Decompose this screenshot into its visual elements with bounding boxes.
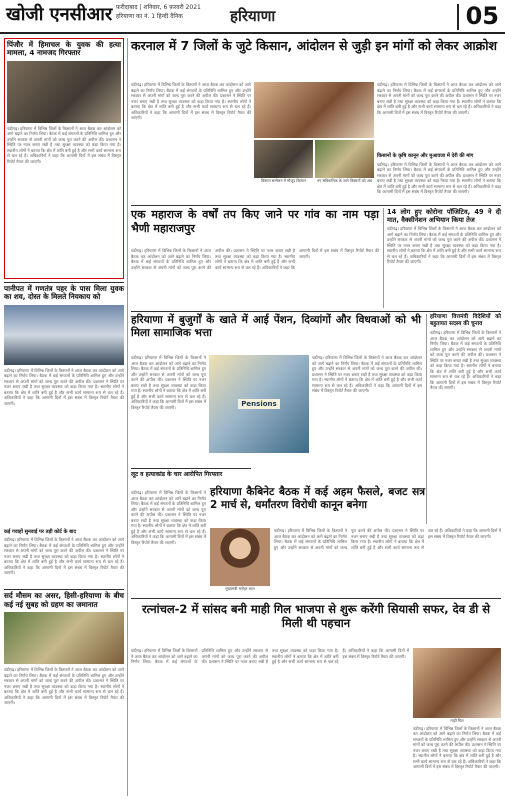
story-court-headline: कई गवाहों सुनवाई पर तड़ी कोर्ट के बाद [4,528,77,535]
lead-headline: करनाल में 7 जिलों के जुटे किसान, आंदोलन से जुड़ी इन मांगों को लेकर आक्रोश [131,38,497,53]
lead-body-text-1: चंडीगढ़। हरियाणा में विभिन्न जिलों के किसानों ने आज बैठक कर आंदोलन को आगे बढ़ाने का निर्णय लिया। बैठक में कई संगठनों के प्रतिनिधि शामिल हुए और उन्होंने सरकार से अपनी मांगों को जल्द पूरा करने की अपील की। प्रशासन ने स्थिति पर नजर बनाए रखी है तथा सुरक्षा व्यवस्था को कड़ा किया गया है। स्थानीय लोगों ने बताया कि क्षेत्र में शांति बनी हुई है और सभी कार्य सामान्य रूप से चल रहे हैं। अधिकारियों ने कहा कि आगामी दिनों में इस संबंध में विस्तृत रिपोर्ट तैयार की जाएगी। [131,82,253,120]
pension-side-headline: हरियाणा वित्तमंत्री विदेशियों को बहुतायत सदस्य की चुनाव [430,314,501,327]
rule-cabinet [131,598,501,599]
column-divider [127,38,128,796]
lead-story-header [131,38,501,82]
lead-body-text-4: चंडीगढ़। हरियाणा में विभिन्न जिलों के किसानों ने आज बैठक कर आंदोलन को आगे बढ़ाने का निर्णय लिया। बैठक में कई संगठनों के प्रतिनिधि शामिल हुए और उन्होंने सरकार से अपनी मांगों को जल्द पूरा करने की अपील की। प्रशासन ने स्थिति पर नजर बनाए रखी है तथा सुरक्षा व्यवस्था को कड़ा किया गया है। स्थानीय लोगों ने बताया कि क्षेत्र में शांति बनी हुई है और सभी कार्य सामान्य रूप से चल रहे हैं। अधिकारियों ने कहा कि आगामी दिनों में इस संबंध में विस्तृत रिपोर्ट तैयार की जाएगी। [377,161,503,195]
pension-photo-wrap [209,355,309,465]
story-pinjore-headline: पिंजौर में हिमाचल के युवक की हत्या मामला, 4 नामजद गिरफ्तार [7,40,121,58]
story-panipat-headline: पानीपत में गणतंत्र पहर के पास मिला युवक का शव, दोस्त के मिलते नियकाय को [4,283,124,302]
maharaj-body-text: चंडीगढ़। हरियाणा में विभिन्न जिलों के किसानों ने आज बैठक कर आंदोलन को आगे बढ़ाने का निर्णय लिया। बैठक में कई संगठनों के प्रतिनिधि शामिल हुए और उन्होंने सरकार से अपनी मांगों को जल्द पूरा करने की अपील की। प्रशासन ने स्थिति पर नजर बनाए रखी है तथा सुरक्षा व्यवस्था को कड़ा किया गया है। स्थानीय लोगों ने बताया कि क्षेत्र में शांति बनी हुई है और सभी कार्य सामान्य रूप से चल रहे हैं। अधिकारियों ने कहा कि आगामी दिनों में इस संबंध में विस्तृत रिपोर्ट तैयार की जाएगी। [131,248,381,270]
story-pinjore-body: चंडीगढ़। हरियाणा में विभिन्न जिलों के किसानों ने आज बैठक कर आंदोलन को आगे बढ़ाने का निर्णय लिया। बैठक में कई संगठनों के प्रतिनिधि शामिल हुए और उन्होंने सरकार से अपनी मांगों को जल्द पूरा करने की अपील की। प्रशासन ने स्थिति पर नजर बनाए रखी है तथा सुरक्षा व्यवस्था को कड़ा किया गया है। स्थानीय लोगों ने बताया कि क्षेत्र में शांति बनी हुई है और सभी कार्य सामान्य रूप से चल रहे हैं। अधिकारियों ने कहा कि आगामी दिनों में इस संबंध में विस्तृत रिपोर्ट तैयार की जाएगी। [7,125,123,164]
story-pinjore-photo [7,61,121,123]
ratanchal-body-text: चंडीगढ़। हरियाणा में विभिन्न जिलों के किसानों ने आज बैठक कर आंदोलन को आगे बढ़ाने का निर्णय लिया। बैठक में कई संगठनों के प्रतिनिधि शामिल हुए और उन्होंने सरकार से अपनी मांगों को जल्द पूरा करने की अपील की। प्रशासन ने स्थिति पर नजर बनाए रखी है तथा सुरक्षा व्यवस्था को कड़ा किया गया है। स्थानीय लोगों ने बताया कि क्षेत्र में शांति बनी हुई है और सभी कार्य सामान्य रूप से चल रहे हैं। अधिकारियों ने कहा कि आगामी दिनों में इस संबंध में विस्तृत रिपोर्ट तैयार की जाएगी। [131,648,411,664]
lead-body-col3 [377,82,501,202]
ratanchal-headline: रत्नांचल-2 में सांसद बनी माही गिल भाजपा से शुरू करेंगी सियासी सफर, देव डी से मिली थी पहचान [141,602,491,630]
cabinet-header [210,486,425,526]
pension-body-text-3: चंडीगढ़। हरियाणा में विभिन्न जिलों के किसानों ने आज बैठक कर आंदोलन को आगे बढ़ाने का निर्णय लिया। बैठक में कई संगठनों के प्रतिनिधि शामिल हुए और उन्होंने सरकार से अपनी मांगों को जल्द पूरा करने की अपील की। प्रशासन ने स्थिति पर नजर बनाए रखी है तथा सुरक्षा व्यवस्था को कड़ा किया गया है। स्थानीय लोगों ने बताया कि क्षेत्र में शांति बनी हुई है और सभी कार्य सामान्य रूप से चल रहे हैं। अधिकारियों ने कहा कि आगामी दिनों में इस संबंध में विस्तृत रिपोर्ट तैयार की जाएगी। [312,355,424,393]
ratanchal-photo-caption: माही गिल [450,718,464,723]
maharaj-header [131,208,379,246]
pension-body-col1 [131,355,206,465]
cabinet-headline: हरियाणा कैबिनेट बैठक में कई अहम फैसले, बजट सत्र 2 मार्च से, धर्मांतरण विरोधी कानून बनेगा [210,486,425,511]
left-column [4,38,124,796]
lead-photo1-caption: किसान सम्मेलन में मौजूद किसान [261,178,306,183]
story-weather-headline: सर्द मौसम का असर, हिसी-हरियाणा के बीच कई नई सुबह को ग्रहण का जमानात [4,591,124,609]
lead-photo2-caption: नए संविधानिक के जागे किसानों को अब [317,178,372,183]
cabinet-body-text: चंडीगढ़। हरियाणा में विभिन्न जिलों के किसानों ने आज बैठक कर आंदोलन को आगे बढ़ाने का निर्णय लिया। बैठक में कई संगठनों के प्रतिनिधि शामिल हुए और उन्होंने सरकार से अपनी मांगों को जल्द पूरा करने की अपील की। प्रशासन ने स्थिति पर नजर बनाए रखी है तथा सुरक्षा व्यवस्था को कड़ा किया गया है। स्थानीय लोगों ने बताया कि क्षेत्र में शांति बनी हुई है और सभी कार्य सामान्य रूप से चल रहे हैं। अधिकारियों ने कहा कि आगामी दिनों में इस संबंध में विस्तृत रिपोर्ट तैयार की जाएगी। [274,528,503,550]
pension-headline: हरियाणा में बुजुर्गों के खाते में आई पेंशन, दिव्यांगों और विधवाओं को भी मिला सामाजिक भत्ता [131,314,421,339]
section-title: हरियाणा [230,7,276,25]
story-weather [4,589,124,777]
pension-body-col3 [312,355,422,465]
masthead [0,0,505,34]
pension-side-body: चंडीगढ़। हरियाणा में विभिन्न जिलों के किसानों ने आज बैठक कर आंदोलन को आगे बढ़ाने का निर्णय लिया। बैठक में कई संगठनों के प्रतिनिधि शामिल हुए और उन्होंने सरकार से अपनी मांगों को जल्द पूरा करने की अपील की। प्रशासन ने स्थिति पर नजर बनाए रखी है तथा सुरक्षा व्यवस्था को कड़ा किया गया है। स्थानीय लोगों ने बताया कि क्षेत्र में शांति बनी हुई है और सभी कार्य सामान्य रूप से चल रहे हैं। अधिकारियों ने कहा कि आगामी दिनों में इस संबंध में विस्तृत रिपोर्ट तैयार की जाएगी। [430,330,503,390]
loot-headline: लूट व हत्याकांड के चार आरोपित गिरफ्तार [131,471,223,478]
story-pinjore [4,38,124,279]
cabinet-photo [210,528,270,586]
rule-lead [131,205,501,206]
loot-story [131,468,251,488]
page-number: 05 [465,2,499,30]
story-panipat [4,282,124,528]
pension-side-story [426,314,501,524]
rule-maharaj [131,311,501,312]
story-weather-photo [4,612,124,664]
pension-photo [209,355,309,453]
lead-body-text-3: चंडीगढ़। हरियाणा में विभिन्न जिलों के किसानों ने आज बैठक कर आंदोलन को आगे बढ़ाने का निर्णय लिया। बैठक में कई संगठनों के प्रतिनिधि शामिल हुए और उन्होंने सरकार से अपनी मांगों को जल्द पूरा करने की अपील की। प्रशासन ने स्थिति पर नजर बनाए रखी है तथा सुरक्षा व्यवस्था को कड़ा किया गया है। स्थानीय लोगों ने बताया कि क्षेत्र में शांति बनी हुई है और सभी कार्य सामान्य रूप से चल रहे हैं। अधिकारियों ने कहा कि आगामी दिनों में इस संबंध में विस्तृत रिपोर्ट तैयार की जाएगी। [377,82,503,115]
cabinet-photo-caption: मुख्यमंत्री मनोहर लाल [225,586,255,591]
story-weather-body: चंडीगढ़। हरियाणा में विभिन्न जिलों के किसानों ने आज बैठक कर आंदोलन को आगे बढ़ाने का निर्णय लिया। बैठक में कई संगठनों के प्रतिनिधि शामिल हुए और उन्होंने सरकार से अपनी मांगों को जल्द पूरा करने की अपील की। प्रशासन ने स्थिति पर नजर बनाए रखी है तथा सुरक्षा व्यवस्था को कड़ा किया गया है। स्थानीय लोगों ने बताया कि क्षेत्र में शांति बनी हुई है और सभी कार्य सामान्य रूप से चल रहे हैं। अधिकारियों ने कहा कि आगामी दिनों में इस संबंध में विस्तृत रिपोर्ट तैयार की जाएगी। [4,667,126,706]
ratanchal-body [131,648,409,796]
masthead-meta [116,3,226,21]
maharaj-headline: एक महाराज के वर्षों तप किए जाने पर गांव का नाम पड़ा भैणी महाराजपुर [131,208,379,235]
loot-body-text: चंडीगढ़। हरियाणा में विभिन्न जिलों के किसानों ने आज बैठक कर आंदोलन को आगे बढ़ाने का निर्णय लिया। बैठक में कई संगठनों के प्रतिनिधि शामिल हुए और उन्होंने सरकार से अपनी मांगों को जल्द पूरा करने की अपील की। प्रशासन ने स्थिति पर नजर बनाए रखी है तथा सुरक्षा व्यवस्था को कड़ा किया गया है। स्थानीय लोगों ने बताया कि क्षेत्र में शांति बनी हुई है और सभी कार्य सामान्य रूप से चल रहे हैं। अधिकारियों ने कहा कि आगामी दिनों में इस संबंध में विस्तृत रिपोर्ट तैयार की जाएगी। [131,490,208,545]
cabinet-body [274,528,501,595]
lead-sub-label: किसानों के कृषि कानून और मुआवजा में देरी की मांग [377,153,474,159]
masthead-tagline: हरियाणा का नं. 1 हिन्दी दैनिक [116,13,183,20]
covid-story [383,208,501,308]
cabinet-loot-body [131,490,206,595]
story-panipat-photo [4,305,124,365]
ratanchal-side-body: चंडीगढ़। हरियाणा में विभिन्न जिलों के किसानों ने आज बैठक कर आंदोलन को आगे बढ़ाने का निर्णय लिया। बैठक में कई संगठनों के प्रतिनिधि शामिल हुए और उन्होंने सरकार से अपनी मांगों को जल्द पूरा करने की अपील की। प्रशासन ने स्थिति पर नजर बनाए रखी है तथा सुरक्षा व्यवस्था को कड़ा किया गया है। स्थानीय लोगों ने बताया कि क्षेत्र में शांति बनी हुई है और सभी कार्य सामान्य रूप से चल रहे हैं। अधिकारियों ने कहा कि आगामी दिनों में इस संबंध में विस्तृत रिपोर्ट तैयार की जाएगी। [413,725,503,770]
lead-photo-stage [315,140,374,178]
cabinet-photo-wrap [210,528,270,595]
covid-body: चंडीगढ़। हरियाणा में विभिन्न जिलों के किसानों ने आज बैठक कर आंदोलन को आगे बढ़ाने का निर्णय लिया। बैठक में कई संगठनों के प्रतिनिधि शामिल हुए और उन्होंने सरकार से अपनी मांगों को जल्द पूरा करने की अपील की। प्रशासन ने स्थिति पर नजर बनाए रखी है तथा सुरक्षा व्यवस्था को कड़ा किया गया है। स्थानीय लोगों ने बताया कि क्षेत्र में शांति बनी हुई है और सभी कार्य सामान्य रूप से चल रहे हैं। अधिकारियों ने कहा कि आगामी दिनों में इस संबंध में विस्तृत रिपोर्ट तैयार की जाएगी। [387,226,503,264]
lead-photos [254,82,374,202]
ratanchal-photo-wrap [413,648,501,796]
covid-headline: 14 लोग हुए कोरोना पॉजिटिव, 49 ने दी मात, वैक्सीनेशन अभियान किया तेज [387,208,501,224]
maharaj-body [131,248,379,308]
ratanchal-header [131,602,501,646]
pension-header [131,314,421,354]
lead-photo-crowd [254,140,313,178]
pension-photo-label: Pensions [238,399,279,409]
lead-photo-rally [254,82,374,138]
story-court-body: चंडीगढ़। हरियाणा में विभिन्न जिलों के किसानों ने आज बैठक कर आंदोलन को आगे बढ़ाने का निर्णय लिया। बैठक में कई संगठनों के प्रतिनिधि शामिल हुए और उन्होंने सरकार से अपनी मांगों को जल्द पूरा करने की अपील की। प्रशासन ने स्थिति पर नजर बनाए रखी है तथा सुरक्षा व्यवस्था को कड़ा किया गया है। स्थानीय लोगों ने बताया कि क्षेत्र में शांति बनी हुई है और सभी कार्य सामान्य रूप से चल रहे हैं। अधिकारियों ने कहा कि आगामी दिनों में इस संबंध में विस्तृत रिपोर्ट तैयार की जाएगी। [4,537,126,576]
masthead-separator [457,4,459,30]
masthead-date: फ़रीदाबाद | शनिवार, 6 फ़रवरी 2021 [116,4,201,11]
story-panipat-body: चंडीगढ़। हरियाणा में विभिन्न जिलों के किसानों ने आज बैठक कर आंदोलन को आगे बढ़ाने का निर्णय लिया। बैठक में कई संगठनों के प्रतिनिधि शामिल हुए और उन्होंने सरकार से अपनी मांगों को जल्द पूरा करने की अपील की। प्रशासन ने स्थिति पर नजर बनाए रखी है तथा सुरक्षा व्यवस्था को कड़ा किया गया है। स्थानीय लोगों ने बताया कि क्षेत्र में शांति बनी हुई है और सभी कार्य सामान्य रूप से चल रहे हैं। अधिकारियों ने कहा कि आगामी दिनों में इस संबंध में विस्तृत रिपोर्ट तैयार की जाएगी। [4,367,126,406]
lead-body-col1 [131,82,251,202]
newspaper-logo: खोजी एनसीआर [6,4,113,25]
pension-body-text-1: चंडीगढ़। हरियाणा में विभिन्न जिलों के किसानों ने आज बैठक कर आंदोलन को आगे बढ़ाने का निर्णय लिया। बैठक में कई संगठनों के प्रतिनिधि शामिल हुए और उन्होंने सरकार से अपनी मांगों को जल्द पूरा करने की अपील की। प्रशासन ने स्थिति पर नजर बनाए रखी है तथा सुरक्षा व्यवस्था को कड़ा किया गया है। स्थानीय लोगों ने बताया कि क्षेत्र में शांति बनी हुई है और सभी कार्य सामान्य रूप से चल रहे हैं। अधिकारियों ने कहा कि आगामी दिनों में इस संबंध में विस्तृत रिपोर्ट तैयार की जाएगी। [131,355,208,410]
ratanchal-photo [413,648,501,718]
